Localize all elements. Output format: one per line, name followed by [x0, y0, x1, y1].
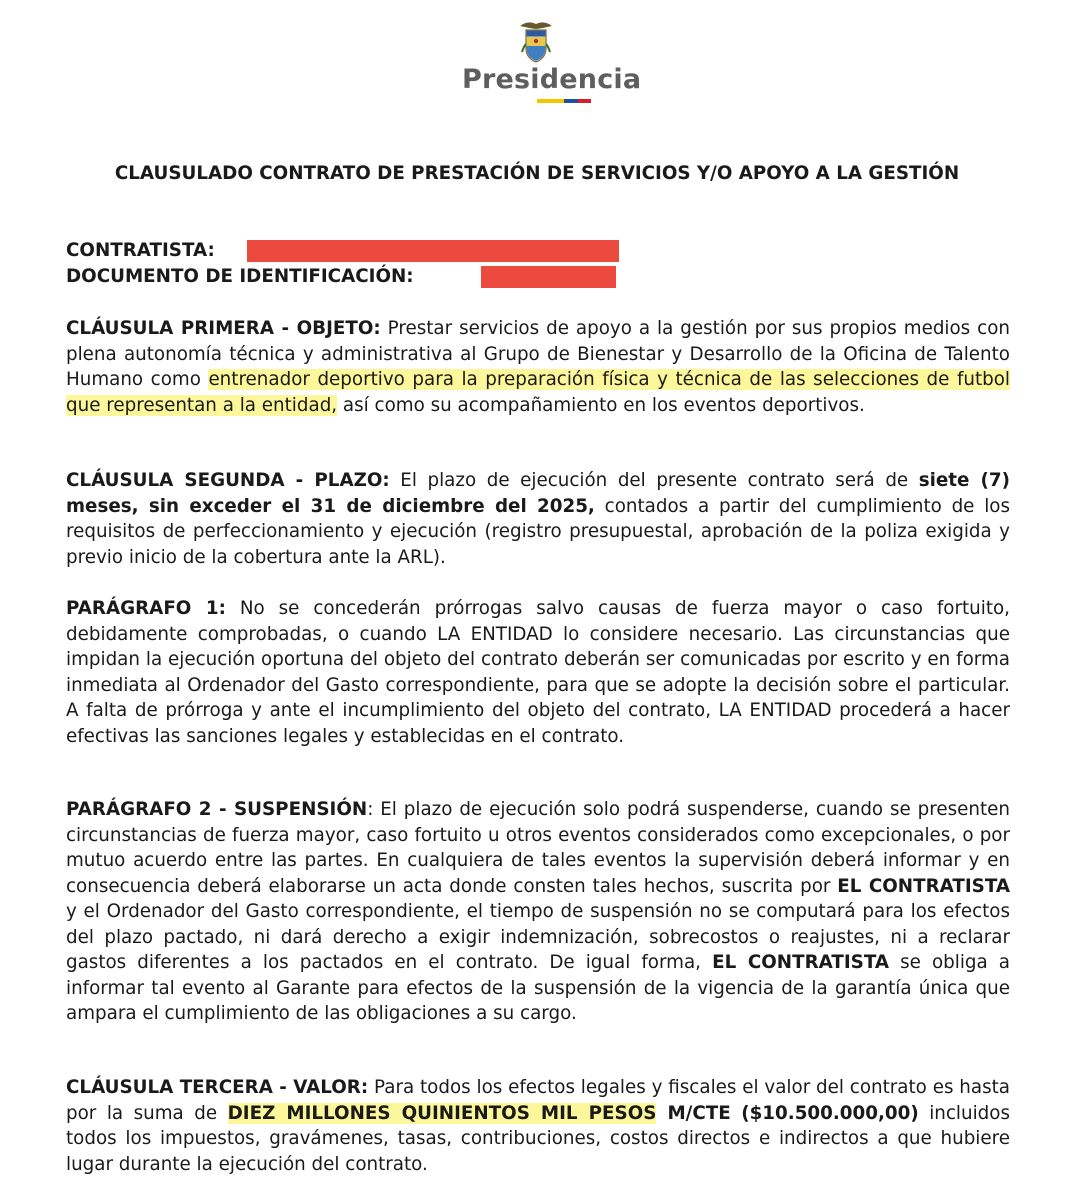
paragrafo-2: PARÁGRAFO 2 - SUSPENSIÓN: El plazo de ejecución solo podrá suspenderse, cuando se presenten circunstancias de fuerza mayor, caso fortuito u otros eventos considerados como excepcionales, o por mutuo acuerdo entre las partes. En cualquiera de tales eventos la supervisión deberá informar y en consecuencia deberá elaborarse un acta donde consten tales hechos, suscrita por EL CONTRATISTA y el Ordenador del Gasto correspondiente, el tiempo de suspensión no se computará para los efectos del plazo pactado, ni dará derecho a exigir indemnización, sobrecostos o reajustes, ni a reclarar gastos diferentes a los pactados en el contrato. De igual forma, EL CONTRATISTA se obliga a informar tal evento al Garante para efectos de la suspensión de la vigencia de la garantía única que ampara el cumplimiento de las obligaciones a su cargo. — [66, 799, 1011, 1024]
document-title: CLAUSULADO CONTRATO DE PRESTACIÓN DE SERVICIOS Y/O APOYO A LA GESTIÓN — [114, 163, 960, 184]
clausula-heading: CLÁUSULA SEGUNDA - PLAZO: — [66, 470, 390, 491]
clausula-heading: CLÁUSULA PRIMERA - OBJETO: — [66, 318, 381, 339]
flag-stripe — [537, 99, 591, 103]
documento-label: DOCUMENTO DE IDENTIFICACIÓN: — [66, 266, 414, 287]
documento-redaction — [481, 266, 616, 288]
contratista-redaction — [247, 240, 619, 262]
paragrafo-heading: PARÁGRAFO 1: — [66, 598, 226, 619]
clausula-segunda: CLÁUSULA SEGUNDA - PLAZO: El plazo de ejecución del presente contrato será de siete (7) meses, sin exceder el 31 de diciembre del 2025, contados a partir del cumplimiento de los requisitos de perfeccionamiento y ejecución (registro presupuestal, aprobación de la poliza exigida y previo inicio de la cobertura ante la ARL). — [66, 470, 1010, 568]
highlighted-text: entrenador deportivo para la preparación física y técnica de las selecciones de futbol que representan a la entidad, — [66, 369, 1011, 416]
paragrafo-heading: PARÁGRAFO 2 - SUSPENSIÓN — [66, 799, 368, 820]
coat-of-arms-icon — [514, 18, 558, 64]
plazo-bold-text: siete (7) meses, sin exceder el 31 de diciembre del 2025, — [66, 470, 1010, 517]
brand-wordmark: Presidencia — [462, 64, 642, 95]
amount-figure: ($10.500.000,00) — [741, 1102, 919, 1124]
highlighted-amount-words: DIEZ MILLONES QUINIENTOS MIL PESOS — [227, 1102, 657, 1124]
contratista-label: CONTRATISTA: — [66, 240, 215, 261]
clausula-primera: CLÁUSULA PRIMERA - OBJETO: Prestar servicios de apoyo a la gestión por sus propios medios con plena autonomía técnica y administrativa al Grupo de Bienestar y Desarrollo de la Oficina de Talento Humano como entrenador deportivo para la preparación física y técnica de las selecciones de futbol que representan a la entidad, así como su acompañamiento en los eventos deportivos. — [66, 318, 1011, 416]
clausula-tercera: CLÁUSULA TERCERA - VALOR: Para todos los efectos legales y fiscales el valor del contrato es hasta por la suma de DIEZ MILLONES QUINIENTOS MIL PESOS M/CTE ($10.500.000,00) incluidos todos los impuestos, gravámenes, tasas, contribuciones, costos directos e indirectos a que hubiere lugar durante la ejecución del contrato. — [66, 1077, 1010, 1175]
clausula-heading: CLÁUSULA TERCERA - VALOR: — [66, 1077, 369, 1098]
paragrafo-1: PARÁGRAFO 1: No se concederán prórrogas salvo causas de fuerza mayor o caso fortuito, debidamente comprobadas, o cuando LA ENTIDAD lo considere necesario. Las circunstancias que impidan la ejecución oportuna del objeto del contrato deberán ser comunicadas por escrito y en forma inmediata al Ordenador del Gasto correspondiente, para que se adopte la decisión sobre el particular. A falta de prórroga y ante el incumplimiento del objeto del contrato, LA ENTIDAD procederá a hacer efectivas las sanciones legales y establecidas en el contrato. — [66, 598, 1010, 747]
document-header — [0, 0, 1074, 120]
